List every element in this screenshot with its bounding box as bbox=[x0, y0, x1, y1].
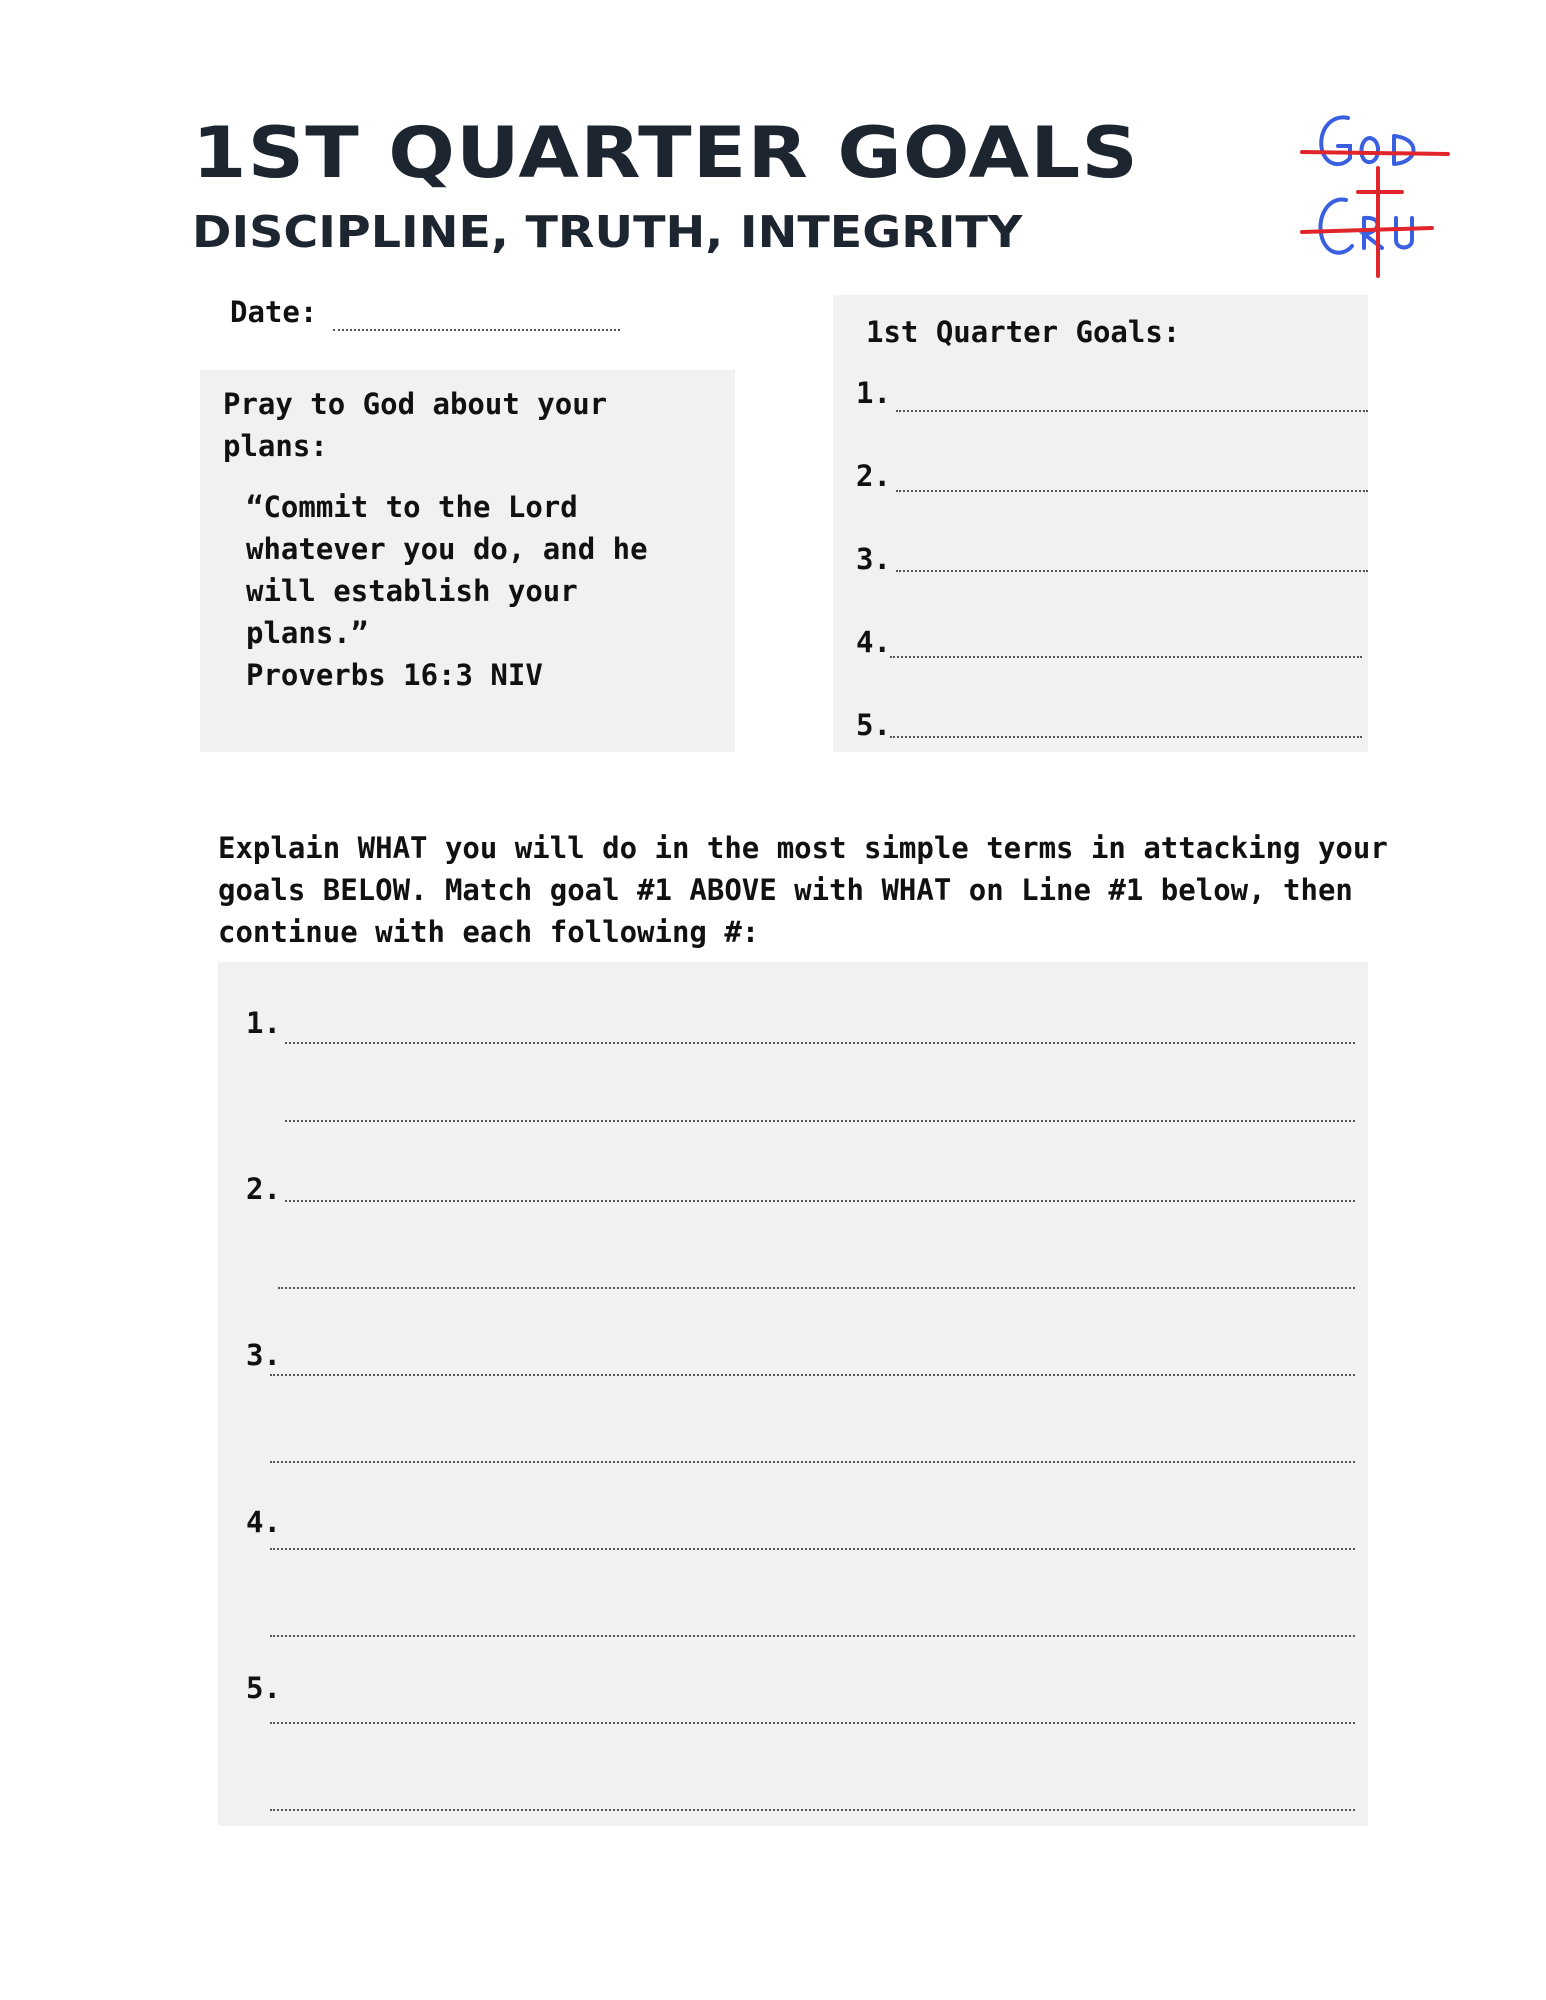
plan-number: 3. bbox=[246, 1338, 281, 1372]
plan-line-2b[interactable] bbox=[278, 1287, 1355, 1289]
plans-panel bbox=[218, 962, 1368, 1826]
date-label: Date: bbox=[230, 295, 318, 329]
plan-line-4b[interactable] bbox=[270, 1635, 1355, 1637]
goal-number: 4. bbox=[856, 625, 891, 659]
plan-number: 2. bbox=[246, 1172, 281, 1206]
plan-line-1b[interactable] bbox=[285, 1120, 1355, 1122]
goal-line-2[interactable] bbox=[896, 490, 1368, 492]
plan-line-1a[interactable] bbox=[285, 1042, 1355, 1044]
goal-line-5[interactable] bbox=[890, 736, 1362, 738]
goal-number: 5. bbox=[856, 708, 891, 742]
page-subtitle: DISCIPLINE, TRUTH, INTEGRITY bbox=[192, 207, 1023, 258]
plan-line-3b[interactable] bbox=[270, 1461, 1355, 1463]
plan-number: 1. bbox=[246, 1006, 281, 1040]
goal-number: 3. bbox=[856, 542, 891, 576]
goal-line-1[interactable] bbox=[896, 410, 1368, 412]
plan-line-5b[interactable] bbox=[270, 1809, 1355, 1811]
plan-number: 5. bbox=[246, 1671, 281, 1705]
goal-line-3[interactable] bbox=[896, 570, 1368, 572]
page-title: 1ST QUARTER GOALS bbox=[192, 112, 1139, 194]
plan-line-5a[interactable] bbox=[270, 1722, 1355, 1724]
verse-text: “Commit to the Lord whatever you do, and he will establish your plans.” bbox=[246, 490, 648, 650]
plan-line-3a[interactable] bbox=[270, 1374, 1355, 1376]
date-input-line[interactable] bbox=[333, 329, 620, 331]
god-cru-logo bbox=[1300, 108, 1460, 278]
quarter-goals-heading: 1st Quarter Goals: bbox=[866, 315, 1181, 349]
goal-number: 1. bbox=[856, 376, 891, 410]
goal-number: 2. bbox=[856, 459, 891, 493]
plan-number: 4. bbox=[246, 1505, 281, 1539]
instructions-text: Explain WHAT you will do in the most simple terms in attacking your goals BELOW. Match goal #1 ABOVE with WHAT on Line #1 below, then continue with each following #: bbox=[218, 831, 1388, 949]
goal-line-4[interactable] bbox=[890, 656, 1362, 658]
plan-line-4a[interactable] bbox=[270, 1548, 1355, 1550]
verse-reference: Proverbs 16:3 NIV bbox=[246, 658, 543, 692]
plan-line-2a[interactable] bbox=[285, 1200, 1355, 1202]
prayer-heading: Pray to God about your plans: bbox=[223, 387, 608, 463]
quarter-goals-panel bbox=[833, 295, 1368, 752]
